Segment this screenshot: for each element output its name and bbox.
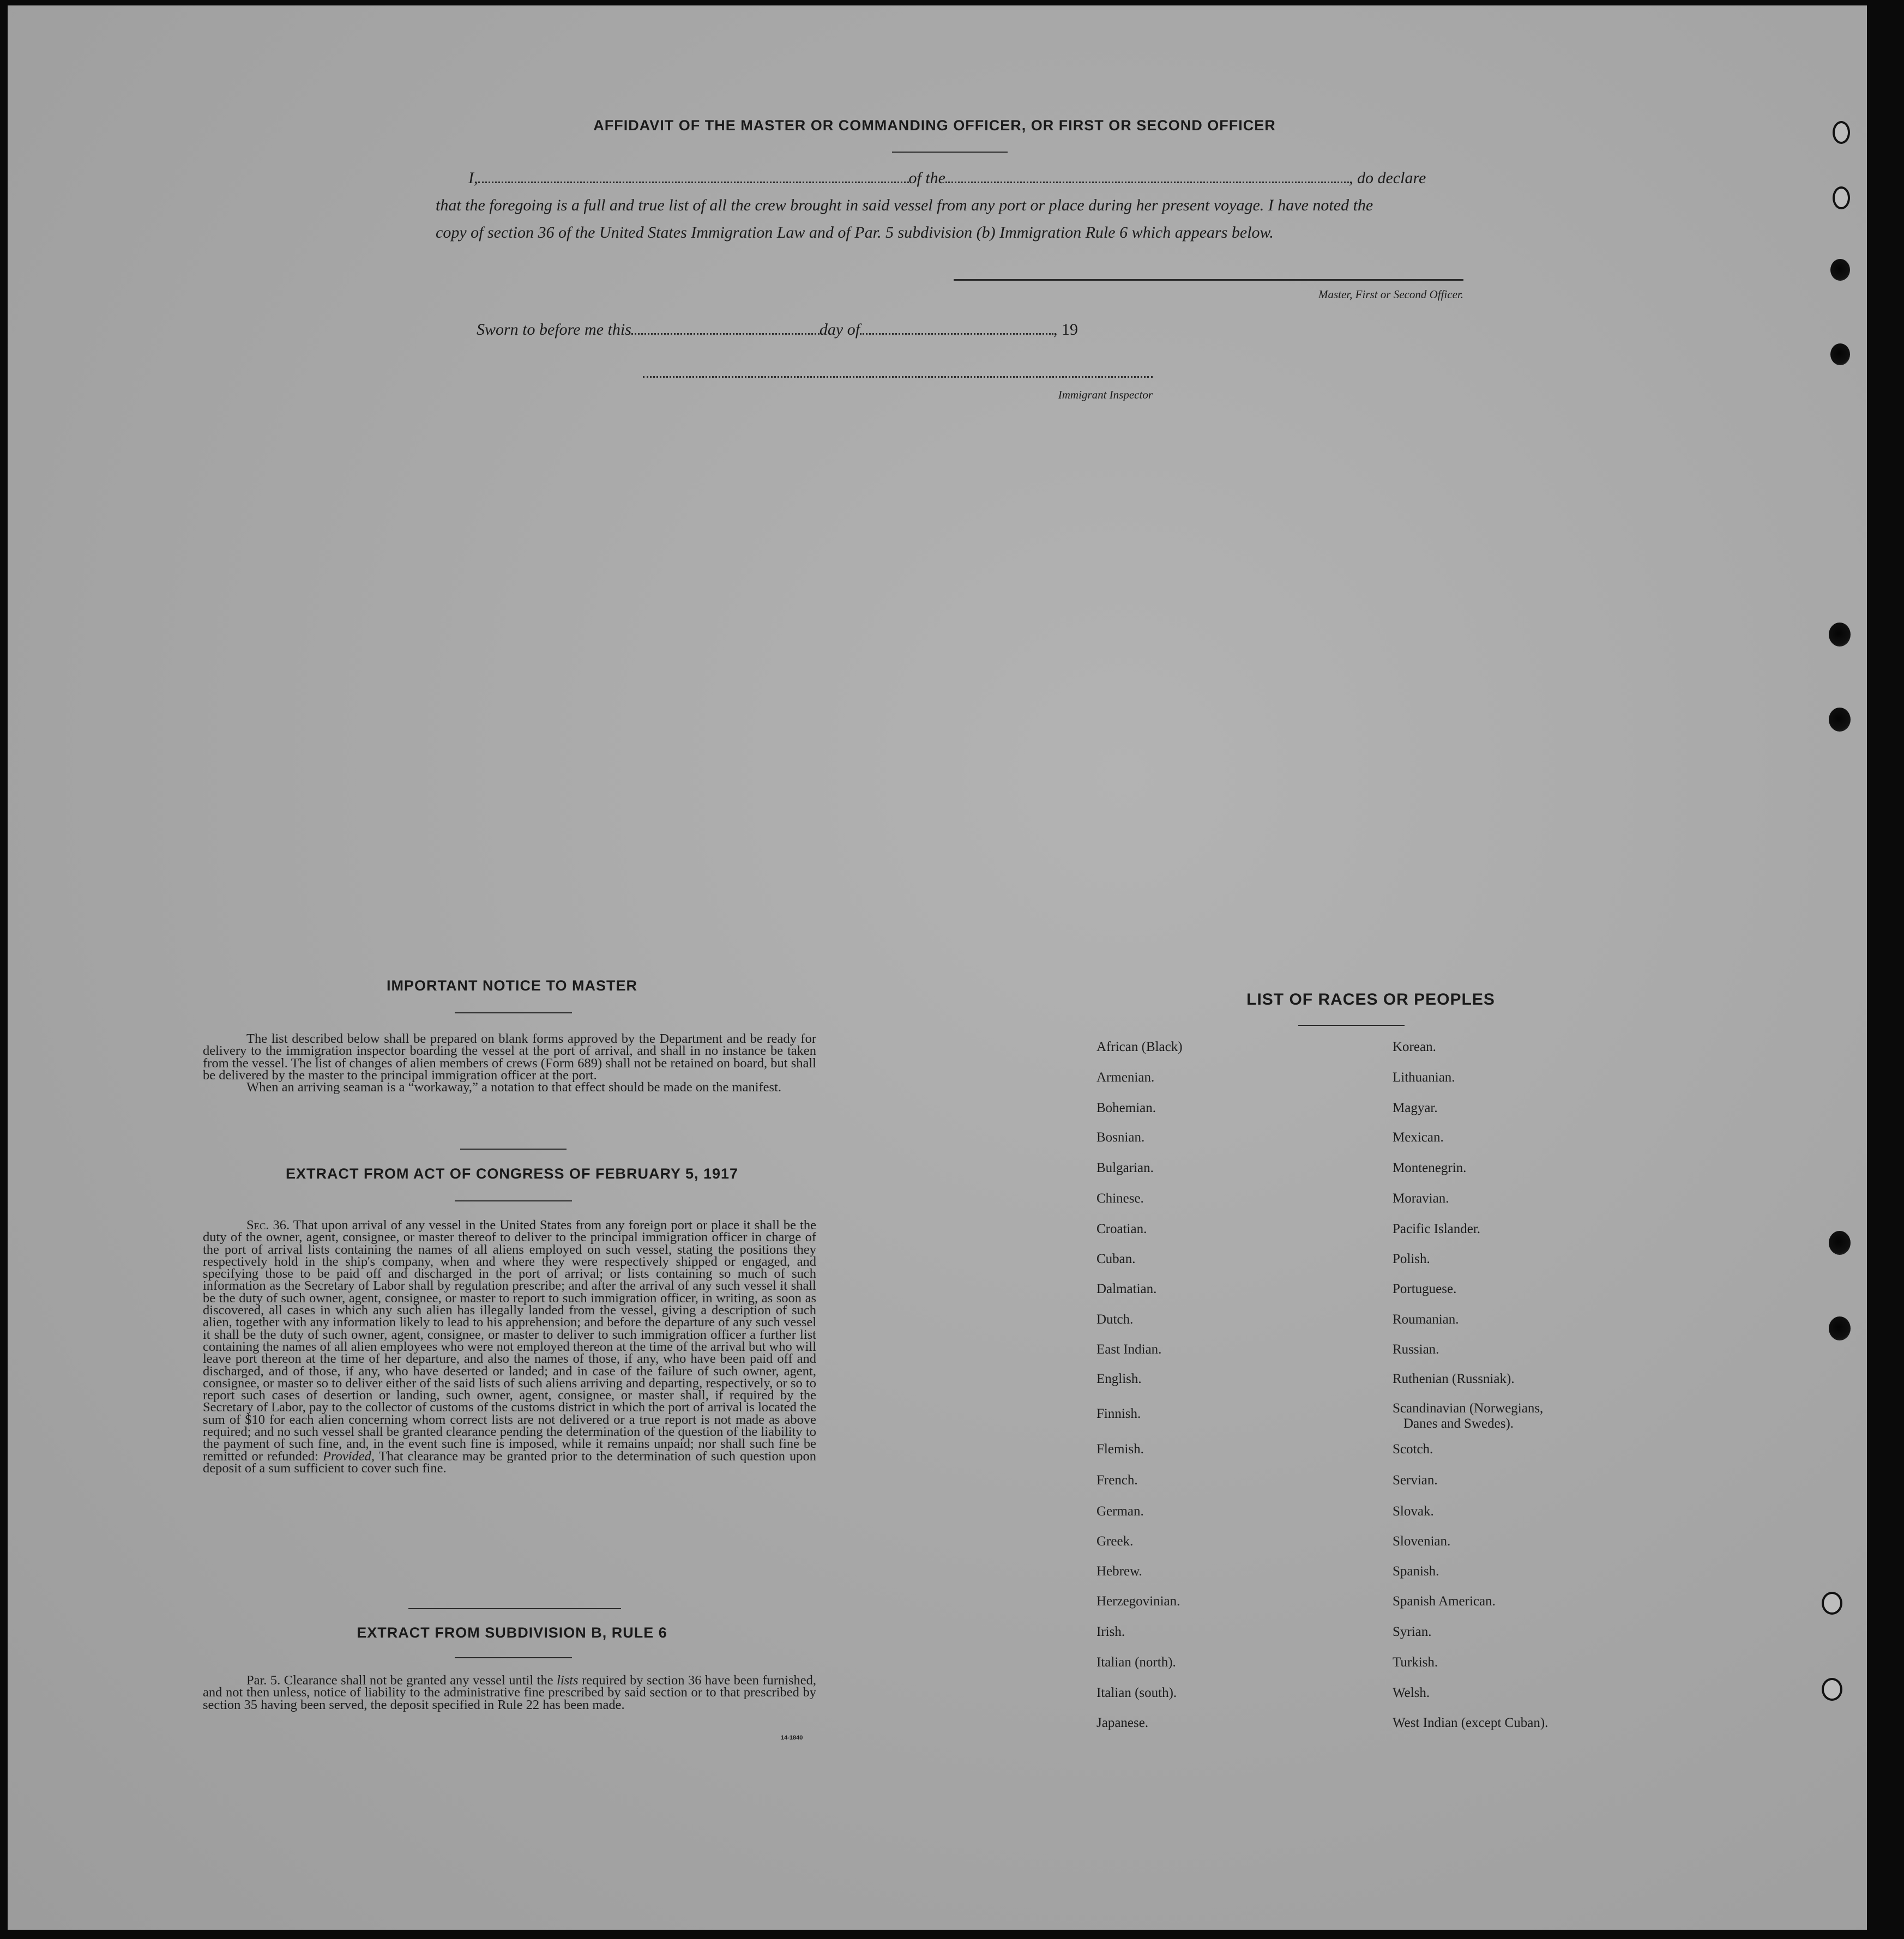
race-right-item: Spanish. <box>1393 1564 1439 1579</box>
race-right-item: Slovenian. <box>1393 1534 1451 1549</box>
race-left-item: Dalmatian. <box>1096 1282 1157 1296</box>
race-right-item: Russian. <box>1393 1342 1439 1357</box>
race-left-item: French. <box>1096 1473 1138 1488</box>
race-left-item: East Indian. <box>1096 1342 1162 1357</box>
race-right-item: Servian. <box>1393 1473 1438 1488</box>
race-left-item: Finnish. <box>1096 1406 1141 1421</box>
master-name-field[interactable] <box>478 182 909 183</box>
sworn-label: Sworn to before me this <box>477 321 631 339</box>
race-right-item: Danes and Swedes). <box>1403 1416 1514 1431</box>
year-label: , 19 <box>1053 321 1078 339</box>
act-extract-title: EXTRACT FROM ACT OF CONGRESS OF FEBRUARY 5, 1917 <box>285 1165 739 1182</box>
punch-hole <box>1829 623 1851 647</box>
race-right-item: Moravian. <box>1393 1191 1449 1206</box>
race-left-item: Flemish. <box>1096 1442 1144 1457</box>
race-right-item: Magyar. <box>1393 1101 1438 1115</box>
punch-hole <box>1833 186 1850 209</box>
race-left-item: English. <box>1096 1372 1142 1386</box>
inspector-signature-line[interactable] <box>643 376 1153 378</box>
race-right-item: Pacific Islander. <box>1393 1222 1481 1236</box>
punch-hole <box>1830 259 1850 281</box>
provided-label: Provided, <box>323 1448 375 1464</box>
race-right-item: Lithuanian. <box>1393 1070 1455 1085</box>
race-right-item: West Indian (except Cuban). <box>1393 1715 1548 1730</box>
race-right-item: Turkish. <box>1393 1655 1438 1670</box>
rule-text-a: Par. 5. Clearance shall not be granted any vessel until the <box>246 1673 553 1688</box>
master-signature-line[interactable] <box>954 279 1463 281</box>
race-left-item: Italian (south). <box>1096 1686 1177 1700</box>
rule-extract-title: EXTRACT FROM SUBDIVISION B, RULE 6 <box>357 1624 667 1641</box>
form-number: 14-1840 <box>781 1735 803 1741</box>
race-left-item: Hebrew. <box>1096 1564 1142 1579</box>
races-title: LIST OF RACES OR PEOPLES <box>1246 990 1495 1008</box>
sworn-day-field[interactable] <box>631 333 820 335</box>
punch-hole <box>1829 708 1851 732</box>
race-left-item: Dutch. <box>1096 1312 1134 1327</box>
of-the-label: of the <box>908 169 945 187</box>
race-right-item: Scotch. <box>1393 1442 1433 1457</box>
race-right-item: Roumanian. <box>1393 1312 1459 1327</box>
race-left-item: Armenian. <box>1096 1070 1155 1085</box>
sec-36-text-end: That clearance may be granted prior to the determination of such question upon deposit of a sum sufficient to cover such fine. <box>203 1448 817 1476</box>
notice-paragraph-1: The list described below shall be prepared on blank forms approved by the Department and be ready for delivery to the immigration inspector boarding the vessel at the port of arrival, and shall in no instance be taken from the vessel. The list of changes of alien members of crews (Form 689) shall not be retained on board, but shall be delivered by the master to the principal immigration officer at the port. <box>203 1031 816 1083</box>
master-signature-caption: Master, First or Second Officer. <box>1318 288 1463 301</box>
i-label: I, <box>468 169 478 187</box>
race-right-item: Korean. <box>1393 1040 1436 1054</box>
race-left-item: Herzegovinian. <box>1096 1594 1180 1609</box>
punch-hole <box>1829 1316 1851 1340</box>
sworn-month-field[interactable] <box>860 333 1053 335</box>
notice-title: IMPORTANT NOTICE TO MASTER <box>387 977 637 994</box>
race-left-item: Irish. <box>1096 1624 1125 1639</box>
punch-hole <box>1822 1592 1842 1615</box>
race-left-item: Chinese. <box>1096 1191 1144 1206</box>
act-extract-divider <box>408 1608 621 1609</box>
day-of-label: day of <box>819 321 860 339</box>
race-right-item: Mexican. <box>1393 1130 1444 1145</box>
affidavit-line-3: copy of section 36 of the United States Immigration Law and of Par. 5 subdivision (b) Immigration Rule 6 which appears below. <box>436 224 1274 241</box>
vessel-name-field[interactable] <box>945 182 1349 183</box>
race-right-item: Portuguese. <box>1393 1282 1457 1296</box>
race-right-item: Spanish American. <box>1393 1594 1496 1609</box>
race-left-item: Japanese. <box>1096 1715 1149 1730</box>
notice-divider <box>460 1149 567 1150</box>
race-right-item: Montenegrin. <box>1393 1161 1467 1175</box>
race-left-item: Italian (north). <box>1096 1655 1176 1670</box>
race-right-item: Polish. <box>1393 1252 1430 1266</box>
race-right-item: Slovak. <box>1393 1504 1434 1519</box>
sworn-line <box>477 321 1131 339</box>
notice-body <box>203 1033 816 1094</box>
affidavit-title: AFFIDAVIT OF THE MASTER OR COMMANDING OFFICER, OR FIRST OR SECOND OFFICER <box>593 117 1276 134</box>
races-title-rule <box>1298 1025 1405 1026</box>
form-page <box>8 5 1867 1930</box>
race-left-item: Bohemian. <box>1096 1101 1156 1115</box>
race-right-item: Syrian. <box>1393 1624 1432 1639</box>
race-right-item: Scandinavian (Norwegians, <box>1393 1401 1544 1416</box>
act-extract-body <box>203 1219 816 1475</box>
rule-text-b: required by section 36 have been furnished, and not then unless, notice of liability to the administrative fine prescribed by said section or to that prescribed by section 35 having been served, the deposit specified in Rule 22 has been made. <box>203 1673 817 1712</box>
race-left-item: German. <box>1096 1504 1144 1519</box>
sec-36-text: That upon arrival of any vessel in the United States from any foreign port or place it shall be the duty of the owner, agent, consignee, or master thereof to deliver to the principal immigration officer in charge of the port of arrival lists containing the names of all aliens employed on such vessel, stating the positions they respectively hold in the ship's company, when and where they were respectively shipped or engaged, and specifying those to be paid off and discharged in the port of arrival; or lists containing so much of such information as the Secretary of Labor shall by regulation prescribe; and after the arrival of any such vessel it shall be the duty of such owner, agent, consignee, or master to report to such immigration officer, in writing, as soon as discovered, all cases in which any such alien has illegally landed from the vessel, giving a description of such alien, together with any information likely to lead to his apprehension; and before the departure of any such vessel it shall be the duty of such owner, agent, consignee, or master to deliver to such immigration officer a further list containing the names of all alien employees who were not employed thereon at the time of the arrival but who will leave port thereon at the time of her departure, and also the names of those, if any, who have been paid off and discharged, and of those, if any, who have deserted or landed; and in case of the failure of such owner, agent, consignee, or master so to deliver either of the said lists of such aliens arriving and departing, respectively, or so to report such cases of desertion or landing, such owner, agent, consignee, or master shall, if required by the Secretary of Labor, pay to the collector of customs of the customs district in which the port of arrival is located the sum of $10 for each alien concerning whom correct lists are not delivered or a true report is not made as above required; and no such vessel shall be granted clearance pending the determination of the question of the liability to the payment of such fine, and, in the event such fine is imposed, while it remains unpaid; nor shall such fine be remitted or refunded: <box>203 1218 816 1464</box>
race-left-item: Greek. <box>1096 1534 1134 1549</box>
affidavit-line-2: that the foregoing is a full and true list of all the crew brought in said vessel from any port or place during her present voyage. I have noted the <box>436 196 1373 214</box>
race-left-item: Cuban. <box>1096 1252 1136 1266</box>
race-left-item: Croatian. <box>1096 1222 1147 1236</box>
race-left-item: Bulgarian. <box>1096 1161 1154 1175</box>
race-right-item: Ruthenian (Russniak). <box>1393 1372 1515 1386</box>
act-extract-title-rule <box>455 1200 572 1201</box>
rule-extract-title-rule <box>455 1657 572 1658</box>
sec-36-label: Sec. 36. <box>246 1218 290 1233</box>
affidavit-line-1 <box>468 169 1477 188</box>
rule-extract-body <box>203 1675 816 1711</box>
race-right-item: Welsh. <box>1393 1686 1430 1700</box>
punch-hole <box>1833 121 1850 144</box>
inspector-caption: Immigrant Inspector <box>1058 388 1153 401</box>
notice-paragraph-2: When an arriving seaman is a “workaway,” a notation to that effect should be made on the manifest. <box>246 1080 782 1095</box>
declare-label: , do declare <box>1349 169 1426 187</box>
punch-hole <box>1829 1231 1851 1255</box>
notice-title-rule <box>455 1012 572 1013</box>
race-left-item: Bosnian. <box>1096 1130 1145 1145</box>
punch-hole <box>1830 343 1850 365</box>
affidavit-title-rule <box>892 152 1008 153</box>
race-left-item: African (Black) <box>1096 1040 1183 1054</box>
lists-word: lists <box>557 1673 579 1688</box>
punch-hole <box>1822 1678 1842 1701</box>
